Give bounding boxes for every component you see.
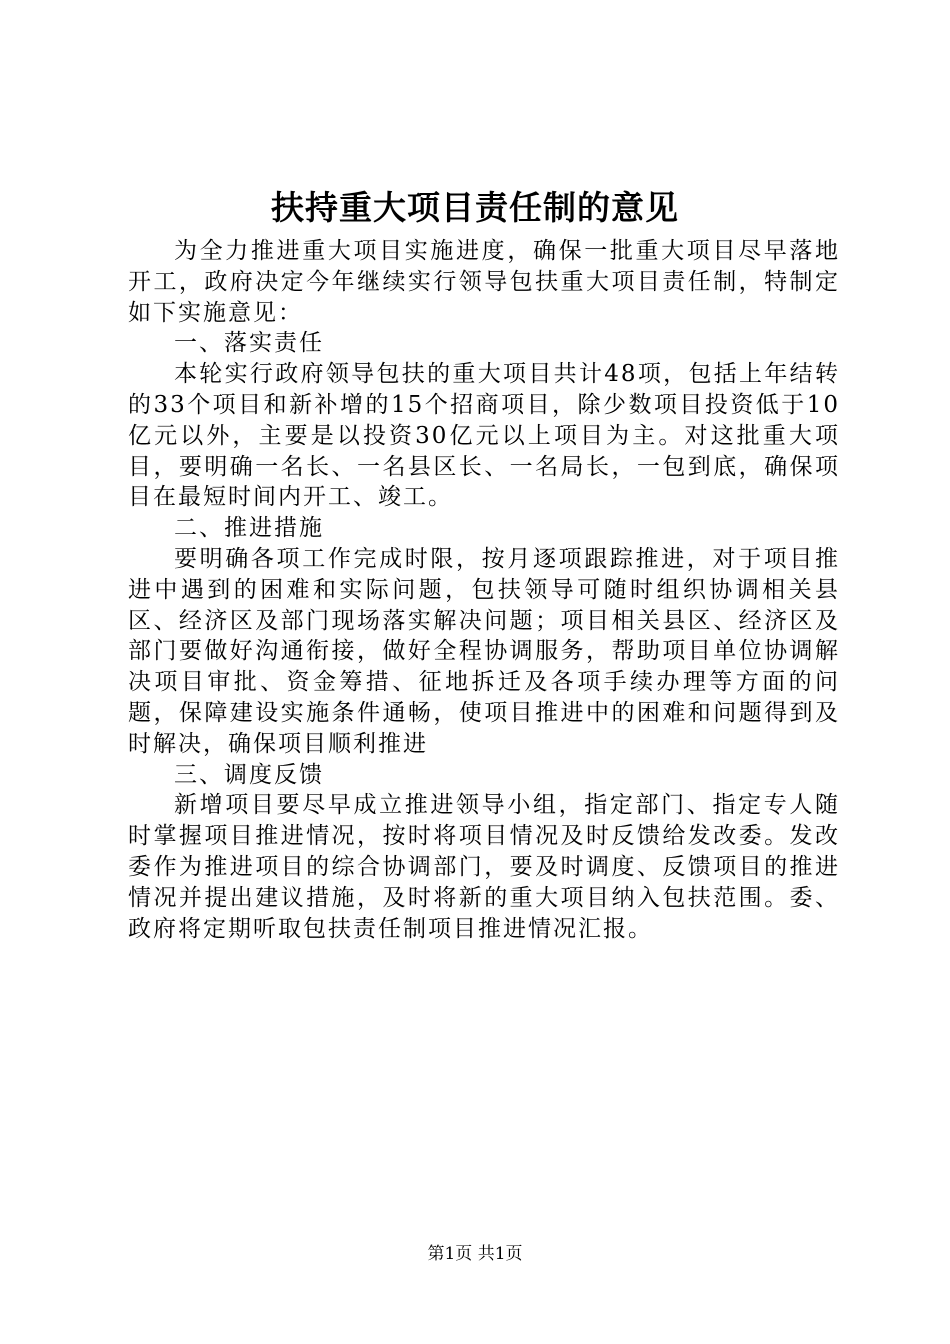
document-title: 扶持重大项目责任制的意见 xyxy=(271,188,679,227)
section-2-paragraph: 要明确各项工作完成时限，按月逐项跟踪推进，对于项目推进中遇到的困难和实际问题，包扶领导可随时组织协调相关县区、经济区及部门现场落实解决问题；项目相关县区、经济区及部门要做好沟通衔接，做好全程协调服务，帮助项目单位协调解决项目审批、资金筹措、征地拆迁及各项手续办理等方面的问题，保障建设实施条件通畅，使项目推进中的困难和问题得到及时解决，确保项目顺利推进 xyxy=(128,545,840,757)
document-body xyxy=(128,236,840,944)
page-footer: 第1页 共1页 xyxy=(427,1244,523,1264)
section-1-paragraph: 本轮实行政府领导包扶的重大项目共计48项，包括上年结转的33个项目和新补增的15个招商项目，除少数项目投资低于10亿元以外，主要是以投资30亿元以上项目为主。对这批重大项目，要明确一名长、一名县区长、一名局长，一包到底，确保项目在最短时间内开工、竣工。 xyxy=(128,361,840,511)
section-heading-1: 一、落实责任 xyxy=(174,330,324,357)
section-heading-2: 二、推进措施 xyxy=(174,515,324,542)
section-3-paragraph: 新增项目要尽早成立推进领导小组，指定部门、指定专人随时掌握项目推进情况，按时将项目情况及时反馈给发改委。发改委作为推进项目的综合协调部门，要及时调度、反馈项目的推进情况并提出建议措施，及时将新的重大项目纳入包扶范围。委、政府将定期听取包扶责任制项目推进情况汇报。 xyxy=(128,792,840,942)
intro-paragraph: 为全力推进重大项目实施进度，确保一批重大项目尽早落地开工，政府决定今年继续实行领导包扶重大项目责任制，特制定如下实施意见： xyxy=(128,238,840,326)
section-heading-3: 三、调度反馈 xyxy=(174,761,324,788)
